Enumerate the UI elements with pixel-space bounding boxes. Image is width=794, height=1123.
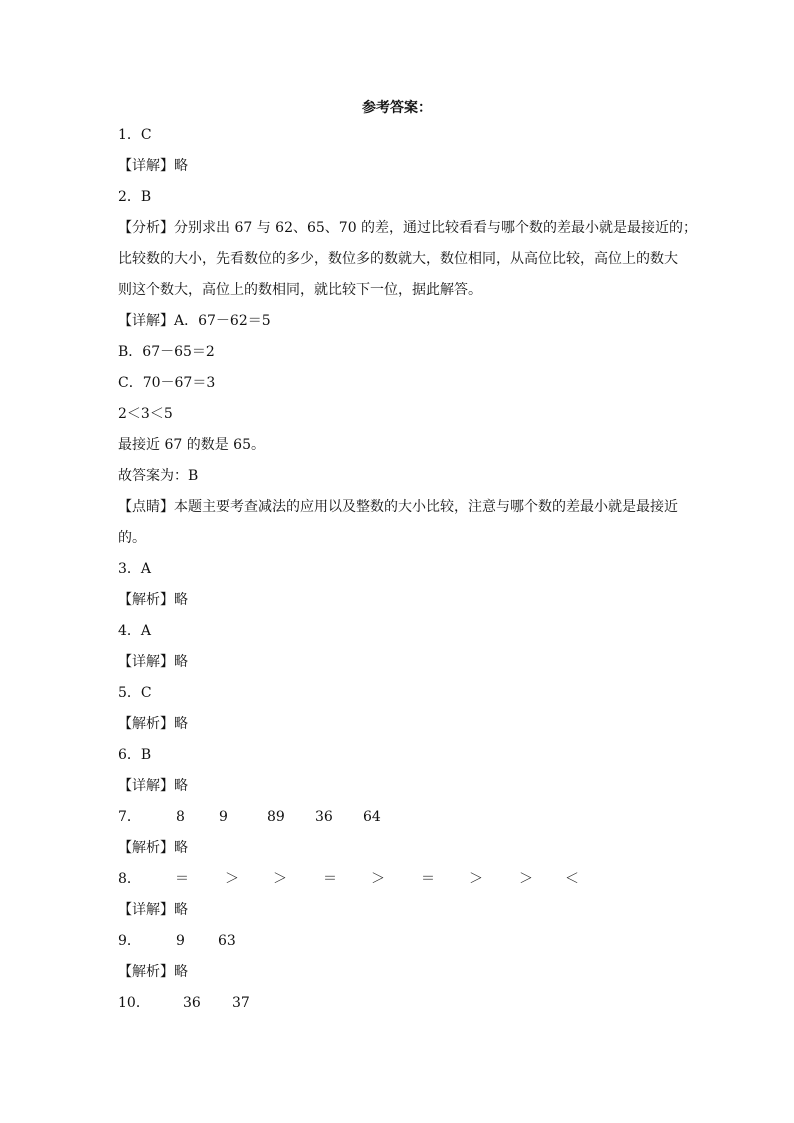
answer-line: 【详解】略 [118, 778, 188, 794]
answer-line: 【详解】略 [118, 654, 188, 670]
question-number: 8． [118, 871, 141, 887]
answer-line: C．70－67＝3 [118, 375, 216, 391]
answer-value: ＞ [273, 871, 287, 887]
question-number: 7． [118, 809, 141, 825]
answer-value: ＜ [565, 871, 579, 887]
answer-line: 【分析】分别求出 67 与 62、65、70 的差，通过比较看看与哪个数的差最小就是最接近的； [118, 220, 698, 236]
answer-value: ＝ [323, 871, 337, 887]
answer-line: 5．C [118, 685, 152, 701]
answer-line: 最接近 67 的数是 65。 [118, 437, 265, 453]
question-7-answers [118, 802, 698, 833]
answer-line: 3．A [118, 561, 152, 577]
answer-value: 37 [232, 995, 250, 1011]
answer-value: ＞ [469, 871, 483, 887]
answer-line: 1．C [118, 127, 152, 143]
answer-value: ＞ [519, 871, 533, 887]
answer-line: B．67－65＝2 [118, 344, 215, 360]
answer-line: 【点睛】本题主要考查减法的应用以及整数的大小比较，注意与哪个数的差最小就是最接近 [118, 499, 678, 515]
answer-value: 89 [267, 809, 285, 825]
answer-line: 6．B [118, 747, 152, 763]
answer-value: 8 [176, 809, 185, 825]
answer-line: 【详解】略 [118, 902, 188, 918]
answer-value: 64 [363, 809, 381, 825]
answer-lines [118, 120, 698, 1019]
answer-value: ＞ [371, 871, 385, 887]
question-10-answers [118, 988, 698, 1019]
answer-line: 【解析】略 [118, 964, 188, 980]
answer-line: 【详解】略 [118, 158, 188, 174]
page-title: 参考答案： [362, 100, 432, 116]
answer-value: 9 [176, 933, 185, 949]
answer-line: 【解析】略 [118, 840, 188, 856]
answer-line: 2＜3＜5 [118, 406, 173, 422]
answer-line: 的。 [118, 530, 146, 546]
answer-line: 故答案为：B [118, 468, 199, 484]
answer-line: 【解析】略 [118, 592, 188, 608]
answer-line: 则这个数大，高位上的数相同，就比较下一位，据此解答。 [118, 282, 482, 298]
question-8-answers [118, 864, 698, 895]
answer-line: 【解析】略 [118, 716, 188, 732]
answer-value: 36 [183, 995, 201, 1011]
answer-value: ＝ [421, 871, 435, 887]
answer-line: 比较数的大小，先看数位的多少，数位多的数就大，数位相同，从高位比较，高位上的数大 [118, 251, 678, 267]
answer-value: ＞ [225, 871, 239, 887]
answer-value: 9 [219, 809, 228, 825]
question-number: 10． [118, 995, 150, 1011]
answer-line: 【详解】A．67－62＝5 [118, 313, 271, 329]
answer-value: 63 [218, 933, 236, 949]
question-9-answers [118, 926, 698, 957]
answer-line: 4．A [118, 623, 152, 639]
answer-value: 36 [315, 809, 333, 825]
answer-line: 2．B [118, 189, 152, 205]
question-number: 9． [118, 933, 141, 949]
answer-value: ＝ [175, 871, 189, 887]
